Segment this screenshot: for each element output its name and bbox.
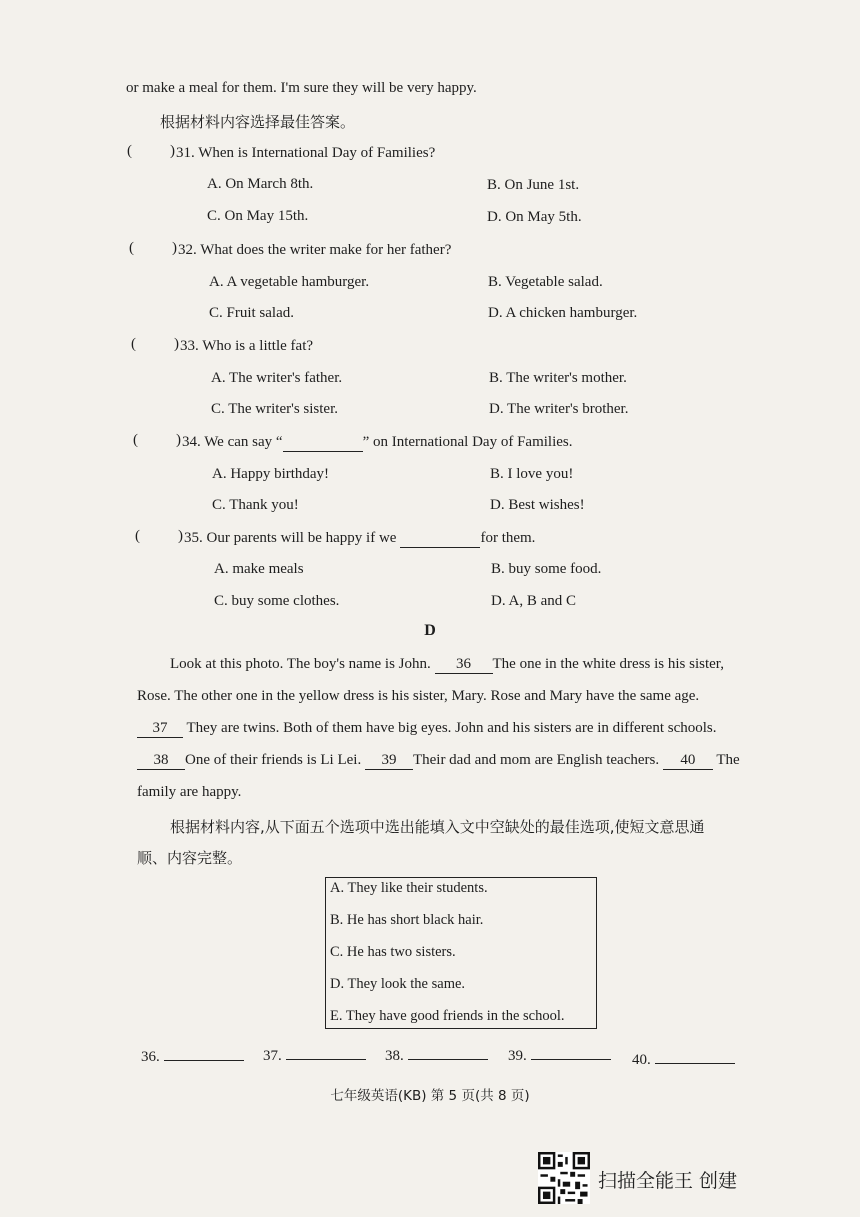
- passage-text: Look at this photo. The boy's name is John.: [170, 656, 431, 672]
- option-a: A. make meals: [214, 561, 304, 577]
- answer-paren-close: ): [178, 528, 183, 544]
- option-b: B. On June 1st.: [487, 177, 580, 193]
- stem-prefix: 34. We can say “: [182, 434, 283, 450]
- option-b: B. The writer's mother.: [489, 370, 627, 386]
- answer-blank[interactable]: [531, 1045, 611, 1060]
- option-a: A. A vegetable hamburger.: [209, 274, 370, 290]
- option-d: D. On May 5th.: [487, 209, 582, 225]
- blank-38: 38: [137, 752, 185, 770]
- section-c-instruction: 根据材料内容选择最佳答案。: [160, 113, 356, 131]
- option-c: C. Thank you!: [212, 497, 299, 513]
- option-c: C. The writer's sister.: [211, 401, 338, 417]
- passage-text: The: [716, 752, 740, 768]
- option-b: B. buy some food.: [491, 561, 602, 577]
- option-d: D. The writer's brother.: [489, 401, 629, 417]
- question-stem: 31. When is International Day of Families?: [176, 145, 436, 161]
- answer-paren-close: ): [172, 240, 177, 256]
- page-footer: 七年级英语(KB) 第 5 页(共 8 页): [330, 1088, 530, 1104]
- question-stem: 32. What does the writer make for her father?: [178, 242, 452, 258]
- passage-line-4: [137, 752, 740, 770]
- option-b: B. I love you!: [490, 466, 574, 482]
- option-c: C. On May 15th.: [207, 208, 309, 224]
- qr-code-icon: [538, 1152, 590, 1204]
- stem-suffix: for them.: [480, 530, 536, 546]
- answer-37: [263, 1045, 366, 1065]
- option-a: A. They like their students.: [330, 880, 488, 896]
- fill-blank: [400, 530, 480, 548]
- answer-38: [385, 1045, 488, 1065]
- answer-number: 37.: [263, 1048, 282, 1064]
- answer-paren-close: ): [176, 432, 181, 448]
- option-e: E. They have good friends in the school.: [330, 1008, 565, 1024]
- passage-line-3: [137, 720, 717, 738]
- passage-line-2: Rose. The other one in the yellow dress is his sister, Mary. Rose and Mary have the same age.: [137, 688, 700, 704]
- option-d: D. Best wishes!: [490, 497, 585, 513]
- passage-line-5: family are happy.: [137, 784, 242, 800]
- option-a: A. Happy birthday!: [212, 466, 330, 482]
- option-b: B. He has short black hair.: [330, 912, 484, 928]
- answer-paren-close: ): [174, 336, 179, 352]
- passage-text: One of their friends is Li Lei.: [185, 752, 362, 768]
- answer-paren-open: (: [127, 143, 132, 159]
- passage-text: They are twins. Both of them have big eyes. John and his sisters are in different schools.: [186, 720, 717, 736]
- answer-blank[interactable]: [408, 1045, 488, 1060]
- option-a: A. The writer's father.: [211, 370, 343, 386]
- option-d: D. A, B and C: [491, 593, 577, 609]
- answer-number: 38.: [385, 1048, 404, 1064]
- blank-40: 40: [663, 752, 713, 770]
- section-d-heading: D: [424, 622, 436, 639]
- question-stem: 33. Who is a little fat?: [180, 338, 314, 354]
- answer-blank[interactable]: [655, 1049, 735, 1064]
- option-a: A. On March 8th.: [207, 176, 314, 192]
- answer-paren-open: (: [129, 240, 134, 256]
- option-d: D. They look the same.: [330, 976, 466, 992]
- scanner-watermark: 扫描全能王 创建: [598, 1170, 738, 1192]
- options-box: [325, 877, 597, 1029]
- answer-paren-close: ): [170, 143, 175, 159]
- stem-prefix: 35. Our parents will be happy if we: [184, 530, 397, 546]
- blank-39: 39: [365, 752, 413, 770]
- question-stem: [182, 434, 573, 452]
- stem-suffix: ” on International Day of Families.: [362, 434, 573, 450]
- blank-36: 36: [435, 656, 493, 674]
- answer-40: [632, 1049, 735, 1069]
- answer-blank[interactable]: [286, 1045, 366, 1060]
- answer-blank[interactable]: [164, 1046, 244, 1061]
- answer-paren-open: (: [131, 336, 136, 352]
- answer-39: [508, 1045, 611, 1065]
- answer-paren-open: (: [135, 528, 140, 544]
- section-d-instruction-2: 顺、内容完整。: [137, 849, 243, 867]
- option-d: D. A chicken hamburger.: [488, 305, 638, 321]
- fill-blank: [283, 434, 363, 452]
- blank-37: 37: [137, 720, 183, 738]
- section-d-instruction-1: 根据材料内容,从下面五个选项中选出能填入文中空缺处的最佳选项,使短文意思通: [170, 818, 705, 836]
- answer-paren-open: (: [133, 432, 138, 448]
- option-c: C. He has two sisters.: [330, 944, 456, 960]
- passage-text: Their dad and mom are English teachers.: [412, 752, 660, 768]
- answer-number: 39.: [508, 1048, 527, 1064]
- option-b: B. Vegetable salad.: [488, 274, 603, 290]
- passage-text: The one in the white dress is his sister,: [492, 656, 724, 672]
- answer-number: 40.: [632, 1052, 651, 1068]
- option-c: C. buy some clothes.: [214, 593, 340, 609]
- intro-line: or make a meal for them. I'm sure they will be very happy.: [126, 80, 477, 96]
- passage-line-1: [170, 656, 724, 674]
- question-stem: [184, 530, 535, 548]
- answer-number: 36.: [141, 1049, 160, 1065]
- answer-36: [141, 1046, 244, 1066]
- option-c: C. Fruit salad.: [209, 305, 294, 321]
